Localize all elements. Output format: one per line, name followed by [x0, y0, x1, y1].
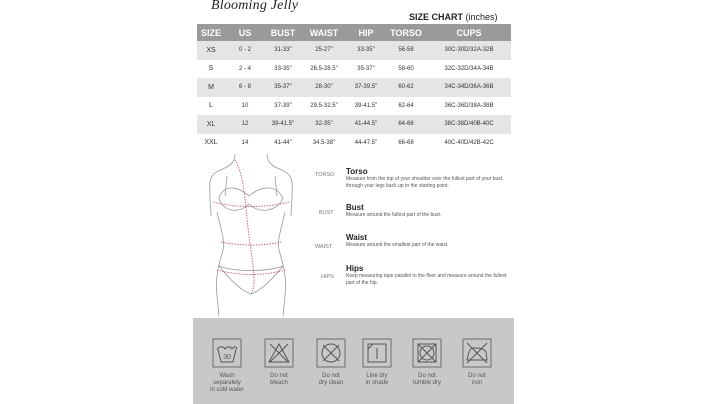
table-row [197, 41, 511, 60]
cell-torso: 66-68 [385, 134, 427, 153]
size-chart-panel [193, 0, 514, 404]
measure-bust-title: Bust [346, 203, 364, 212]
header-cups: CUPS [427, 24, 511, 41]
cell-size: XXL [197, 134, 225, 153]
cell-bust: 31-33" [265, 41, 301, 60]
cell-bust: 33-35" [265, 60, 301, 79]
wash-temp-label: 30 [223, 354, 231, 361]
cell-us: 14 [225, 134, 265, 153]
cell-torso: 64-66 [385, 115, 427, 134]
cell-size: L [197, 97, 225, 116]
cell-hip: 33-35" [347, 41, 385, 60]
cell-cups: 38C-38D/40B-40C [427, 115, 511, 134]
chart-title [409, 12, 498, 22]
size-table [197, 24, 511, 152]
table-row [197, 97, 511, 116]
cell-waist: 26.5-28.5" [301, 60, 347, 79]
header-us: US [225, 24, 265, 41]
figure-label-torso: TORSO [315, 172, 335, 178]
cell-cups: 30C-30D/32A-32B [427, 41, 511, 60]
header-bust: BUST [265, 24, 301, 41]
measure-torso-text: Measure from the top of your shoulder over the fullest part of your bust, through your legs back up to the starting point. [346, 176, 504, 189]
cell-cups: 34C-34D/36A-36B [427, 78, 511, 97]
figure-label-waist: WAIST [315, 244, 333, 250]
chart-title-unit: (inches) [465, 12, 498, 22]
wash-30-icon [212, 338, 242, 368]
cell-bust: 41-44" [265, 134, 301, 153]
care-iron-line1: Do not [468, 373, 486, 379]
cell-torso: 62-64 [385, 97, 427, 116]
care-bleach-line1: Do not [270, 373, 288, 379]
cell-torso: 56-58 [385, 41, 427, 60]
care-tumble-line2: tumble dry [412, 380, 441, 386]
cell-hip: 44-47.5" [347, 134, 385, 153]
cell-bust: 39-41.5" [265, 115, 301, 134]
cell-torso: 58-60 [385, 60, 427, 79]
do-not-bleach-icon [264, 338, 294, 368]
cell-cups: 36C-36D/38A-38B [427, 97, 511, 116]
care-bleach-line2: bleach [270, 380, 288, 386]
figure-label-hips: HIPS [321, 274, 334, 280]
measure-hips-title: Hips [346, 264, 364, 273]
care-tumble-line1: Do not [418, 373, 436, 379]
care-item-iron [455, 338, 499, 387]
care-item-tumble-dry [405, 338, 449, 387]
cell-us: 12 [225, 115, 265, 134]
care-item-bleach [257, 338, 301, 387]
care-iron-line2: iron [471, 380, 482, 386]
measure-waist [346, 233, 511, 249]
measure-bust [346, 203, 511, 219]
measurement-lines [213, 160, 289, 294]
do-not-iron-icon [462, 338, 492, 368]
header-size: SIZE [197, 24, 225, 41]
cell-us: 2 - 4 [225, 60, 265, 79]
brand-logo: Blooming Jelly [211, 0, 299, 13]
care-item-dry-clean [309, 338, 353, 387]
table-body [197, 41, 511, 152]
care-instructions [193, 318, 514, 404]
measure-torso-title: Torso [346, 167, 368, 176]
care-dryclean-line2: dry clean [318, 380, 344, 386]
measure-waist-text: Measure around the smallest part of the waist. [346, 242, 449, 248]
figure-label-bust: BUST [319, 210, 334, 216]
cell-waist: 25-27" [301, 41, 347, 60]
cell-cups: 32C-32D/34A-34B [427, 60, 511, 79]
header-torso: TORSO [385, 24, 427, 41]
table-header-row [197, 24, 511, 41]
header-waist: WAIST [301, 24, 347, 41]
cell-size: S [197, 60, 225, 79]
cell-waist: 32-35" [301, 115, 347, 134]
care-wash-line2: in cold water [210, 387, 244, 393]
table-row [197, 115, 511, 134]
table-row [197, 60, 511, 79]
cell-waist: 28-30" [301, 78, 347, 97]
cell-waist: 29.5-32.5" [301, 97, 347, 116]
table-row [197, 78, 511, 97]
chart-title-text: SIZE CHART [409, 12, 463, 22]
line-dry-shade-icon [362, 338, 392, 368]
body-measurement-figure [205, 146, 345, 318]
cell-hip: 39-41.5" [347, 97, 385, 116]
do-not-tumble-dry-icon [412, 338, 442, 368]
care-dryclean-line1: Do not [322, 373, 340, 379]
cell-cups: 40C-40D/42B-42C [427, 134, 511, 153]
cell-bust: 37-39" [265, 97, 301, 116]
cell-us: 6 - 8 [225, 78, 265, 97]
cell-us: 10 [225, 97, 265, 116]
measure-bust-text: Measure around the fullest part of the bust. [346, 212, 442, 218]
measure-hips [346, 264, 511, 287]
cell-waist: 34.5-38" [301, 134, 347, 153]
cell-torso: 60-62 [385, 78, 427, 97]
cell-hip: 35-37" [347, 60, 385, 79]
measure-torso [346, 167, 511, 190]
measure-hips-text: Keep measuring tape parallel to the floor and measure around the fullest part of the hip. [346, 273, 507, 286]
cell-size: XL [197, 115, 225, 134]
care-linedry-line1: Line dry [366, 373, 388, 379]
cell-hip: 41-44.5" [347, 115, 385, 134]
cell-us: 0 - 2 [225, 41, 265, 60]
care-linedry-line2: in shade [365, 380, 389, 386]
header-hip: HIP [347, 24, 385, 41]
do-not-dry-clean-icon [316, 338, 346, 368]
care-item-line-dry [355, 338, 399, 387]
care-item-wash [205, 338, 249, 394]
cell-size: M [197, 78, 225, 97]
cell-bust: 35-37" [265, 78, 301, 97]
measure-waist-title: Waist [346, 233, 368, 242]
cell-hip: 37-39.5" [347, 78, 385, 97]
cell-size: XS [197, 41, 225, 60]
care-wash-line1: Wash separately [213, 373, 241, 386]
